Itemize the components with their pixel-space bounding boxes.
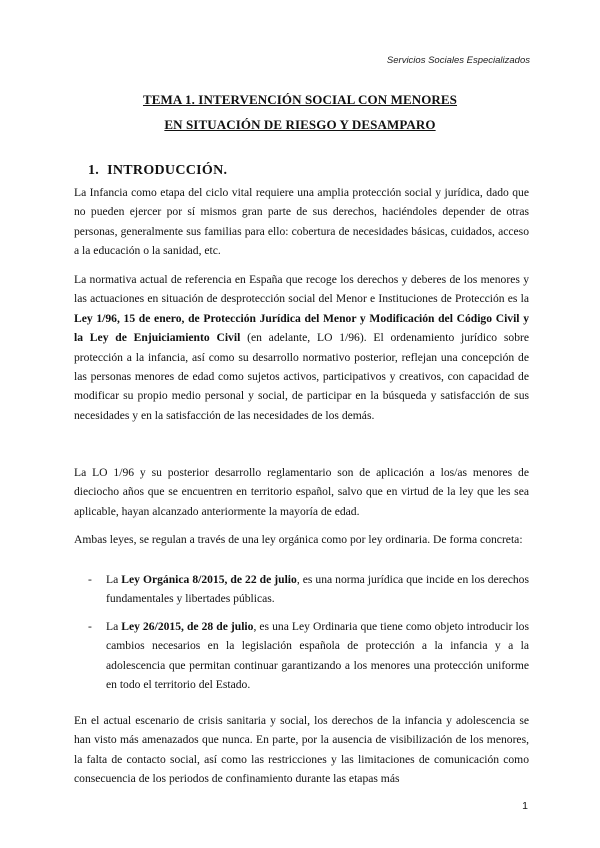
page-number: 1 <box>522 800 528 812</box>
law-reference-bold: Ley 1/96, 15 de enero, de Protección Jurídica del Menor y Modificación del Código Civil y la Ley de Enjuiciamiento Civil <box>74 311 529 345</box>
paragraph-aplicacion: La LO 1/96 y su posterior desarrollo reglamentario son de aplicación a los/as menores de dieciocho años que se encuentren en territorio español, salvo que en virtud de la ley que les sea aplicable, hayan alcanzado anteriormente la mayoría de edad. <box>74 466 529 518</box>
section-number: 1. <box>88 163 100 178</box>
list-item-law-bold: Ley Orgánica 8/2015, de 22 de julio <box>121 573 297 586</box>
paragraph-normativa-start: La normativa actual de referencia en España que recoge los derechos y deberes de los menores y las actuaciones en situación de desprotección social del Menor e Instituciones de Protección es la <box>74 273 529 306</box>
list-item-prefix: La <box>106 573 122 586</box>
paragraph-normativa <box>74 270 529 425</box>
document-title-line-2 <box>0 117 600 133</box>
bullet-dash: - <box>88 573 92 586</box>
list-item <box>88 570 529 609</box>
paragraph-crisis: En el actual escenario de crisis sanitaria y social, los derechos de la infancia y adolescencia se han visto más amenazados que nunca. En parte, por la ausencia de visibilización de los menores, la falta de contacto social, así como las restricciones y las limitaciones de comunicación como consecuencia de los periodos de confinamiento durante las etapas más <box>74 714 529 786</box>
paragraph-normativa-end: (en adelante, LO 1/96). El ordenamiento jurídico sobre protección a la infancia, así como su desarrollo normativo posterior, reflejan una concepción de las personas menores de edad como sujetos activos, participativos y creativos, con capacidad de modificar su propio medio personal y social, de participar en la búsqueda y satisfacción de sus necesidades y en la satisfacción de las necesidades de los demás. <box>74 331 529 422</box>
bullet-dash: - <box>88 620 92 633</box>
document-title-line-1 <box>0 92 600 108</box>
list-item-rest: , es una norma jurídica que incide en los derechos fundamentales y libertades públicas. <box>106 573 529 606</box>
list-item-rest: , es una Ley Ordinaria que tiene como objeto introducir los cambios necesarios en la legislación española de protección a la infancia y a la adolescencia que permitan continuar garantizando a los menores una protección uniforme en todo el territorio del Estado. <box>106 620 529 692</box>
title-text-1: TEMA 1. INTERVENCIÓN SOCIAL CON MENORES <box>142 92 458 107</box>
running-header: Servicios Sociales Especializados <box>386 55 530 66</box>
paragraph-ambas-leyes: Ambas leyes, se regulan a través de una ley orgánica como por ley ordinaria. De forma concreta: <box>74 533 523 546</box>
list-item-text <box>106 570 529 609</box>
list-item-law-bold: Ley 26/2015, de 28 de julio <box>121 620 254 633</box>
section-heading-text: INTRODUCCIÓN. <box>107 163 228 178</box>
section-heading <box>88 163 227 179</box>
list-item-text <box>106 617 529 695</box>
list-item <box>88 617 529 695</box>
paragraph-intro: La Infancia como etapa del ciclo vital requiere una amplia protección social y jurídica, dado que no pueden ejercer por sí mismos gran parte de sus derechos, haciéndoles depender de otras personas, generalmente sus familias para ello: cobertura de necesidades básicas, cuidados, acceso a la educación o la sanidad, etc. <box>74 186 529 258</box>
list-item-prefix: La <box>106 620 122 633</box>
title-text-2: EN SITUACIÓN DE RIESGO Y DESAMPARO <box>164 117 436 132</box>
